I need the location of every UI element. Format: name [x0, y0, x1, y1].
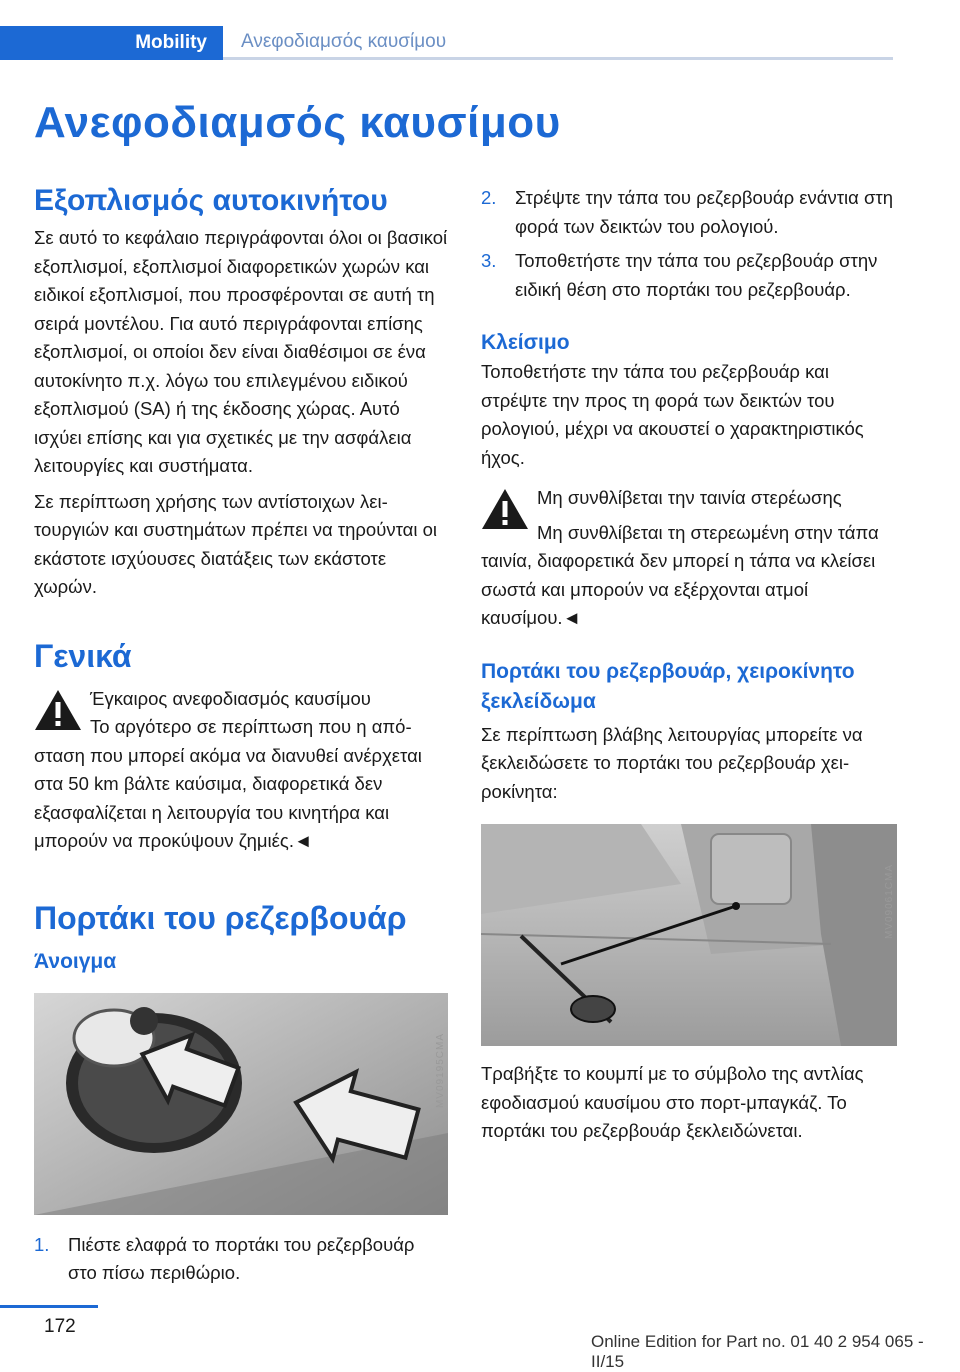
edition-text: Online Edition for Part no. 01 40 2 954 065 - II/15 — [591, 1332, 924, 1371]
opening-heading: Άνοιγμα — [34, 949, 117, 973]
step-1 — [34, 1231, 448, 1288]
trunk-photo — [481, 824, 897, 1046]
photo1-code: MV09195CMA — [435, 1032, 446, 1108]
manual-release-text: Σε περίπτωση βλάβης λειτουργίας μπορείτε να ξεκλειδώσετε το πορτάκι του ρεζερβουάρ χειροκίνητα: — [481, 723, 863, 802]
trunk-illustration — [481, 824, 897, 1046]
closing-text: Τοποθετήστε την τάπα του ρεζερβουάρ και στρέψτε την προς τη φορά των δεικτών του ρολογιού, μέχρι να ακουστεί ο χαρακτηριστικός ήχος. — [481, 361, 864, 468]
warning-refuel-title: Έγκαιρος ανεφοδιασμός καυσίμου — [90, 687, 371, 709]
chapter-tab-mobility[interactable]: Mobility — [0, 26, 223, 60]
warning-strap-text: Μη συνθλίβεται τη στερεωμένη στην τάπα ταινία, διαφορετικά δεν μπορεί η τάπα να κλείσει σωστά και μπορούν να εξέρχονται ατμοί καυσίμου.◄ — [481, 521, 879, 628]
step-2-text: Στρέψτε την τάπα του ρεζερβουάρ ενάντια στη φορά των δεικτών του ρολογιού. — [515, 187, 893, 237]
warning-triangle-icon — [34, 689, 82, 731]
pull-button-text: Τραβήξτε το κουμπί με το σύμβολο της αντλίας εφοδιασμού καυσίμου στο πορτ-μπαγκάζ. Το πορτάκι του ρεζερβουάρ ξεκλειδώνεται. — [481, 1063, 864, 1141]
fuel-door-illustration — [34, 993, 448, 1215]
step-1-number: 1. — [34, 1233, 50, 1255]
warning-refuel-text: Το αργότερο σε περίπτωση που η απόσταση που μπορεί ακόμα να διανυθεί ανέρχεται στα 50 km βάλτε καύσιμα, διαφορετικά δεν εξασφαλίζεται η λειτουργία του κινητήρα και μπορούν να προκύψουν ζημιές.◄ — [34, 716, 422, 851]
equipment-paragraph-2: Σε περίπτωση χρήσης των αντίστοιχων λειτουργιών και συστημάτων πρέπει να τηρούνται οι εκάστοτε ισχύουσες διατάξεις των εκάστοτε χωρών. — [34, 490, 437, 597]
equipment-heading: Εξοπλισμός αυτοκινήτου — [34, 184, 388, 217]
closing-heading: Κλείσιμο — [481, 331, 570, 354]
warning-strap-title: Μη συνθλίβεται την ταινία στερέωσης — [537, 487, 842, 508]
left-column — [34, 184, 448, 1288]
manual-release-heading: Πορτάκι του ρεζερβουάρ, χειροκίνητο ξεκλείδωμα — [481, 659, 855, 713]
equipment-paragraph-1: Σε αυτό το κεφάλαιο περιγράφονται όλοι οι βασικοί εξοπλισμοί, εξοπλισμοί διαφορετικών χωρών και ειδικοί εξοπλισμοί, που προσφέρονται σε αυτή τη σειρά μοντέλου. Για αυτό περιγράφονται επίσης εξοπλισμοί, οι οποίοι δεν είναι διαθέσιμοι σε ένα αυτοκίνητο π.χ. λόγω του επιλεγμένου ειδικού εξοπλισμού (SA) ή της έκδοσης χώρας. Αυτό ισχύει επίσης και για σχετικές με την ασφάλεια λειτουργίες και συστήματα. — [34, 227, 448, 476]
right-column — [481, 184, 897, 1146]
step-2-number: 2. — [481, 187, 497, 208]
warning-triangle-icon — [481, 488, 529, 530]
fuel-door-heading: Πορτάκι του ρεζερβουάρ — [34, 899, 407, 936]
chapter-tab-bar — [0, 26, 893, 60]
fuel-door-photo — [34, 993, 448, 1215]
warning-strap — [481, 484, 897, 633]
section-tab-refueling[interactable]: Ανεφοδιαμσός καυσίμου — [223, 26, 893, 60]
step-3-number: 3. — [481, 250, 497, 271]
photo2-code: MV09061CMA — [884, 864, 895, 940]
general-heading: Γενικά — [34, 637, 132, 674]
step-3-text: Τοποθετήστε την τάπα του ρεζερβουάρ στην ειδική θέση στο πορτάκι του ρεζερβουάρ. — [515, 250, 878, 300]
footer-accent-line — [0, 1305, 98, 1308]
page-title: Ανεφοδιαμσός καυσίμου — [34, 98, 561, 147]
warning-refuel — [34, 685, 448, 856]
step-2 — [481, 184, 897, 241]
page-number: 172 — [44, 1316, 76, 1337]
step-3 — [481, 247, 897, 304]
step-1-text: Πιέστε ελαφρά το πορτάκι του ρεζερβουάρ στο πίσω περιθώριο. — [68, 1233, 415, 1283]
